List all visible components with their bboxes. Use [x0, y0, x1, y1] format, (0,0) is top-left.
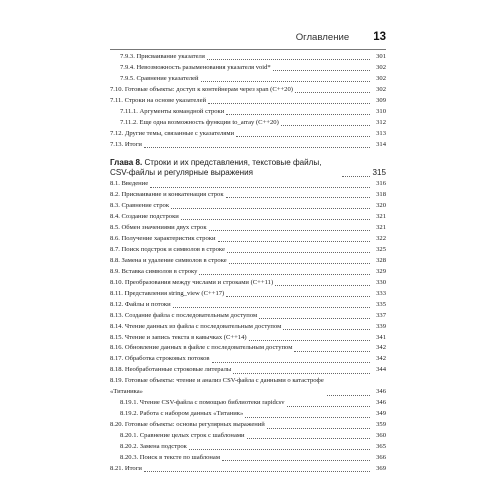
- dot-leader: [181, 219, 370, 220]
- toc-entry-page: 302: [376, 63, 386, 71]
- toc-entry-page: 349: [376, 410, 386, 418]
- dot-leader: [189, 449, 370, 450]
- toc-entry[interactable]: [110, 464, 386, 475]
- page-number: 13: [373, 31, 386, 43]
- toc-entry-label: 8.3. Сравнение строк: [110, 202, 170, 210]
- toc-entry[interactable]: [110, 179, 386, 190]
- toc-entry-page: 346: [376, 388, 386, 396]
- toc-chapter-heading[interactable]: [110, 158, 386, 180]
- toc-entry-page: 342: [376, 344, 386, 352]
- toc-entry-label: 7.13. Итоги: [110, 140, 142, 148]
- toc-entry-page: 346: [376, 399, 386, 407]
- toc-entry-page: 329: [376, 267, 386, 275]
- toc-entry[interactable]: [110, 398, 386, 409]
- toc-entry-label: 7.9.4. Невозможность разыменования указателя void*: [120, 63, 271, 71]
- toc-entry-page: 360: [376, 432, 386, 440]
- dot-leader: [212, 362, 370, 363]
- dot-leader: [227, 252, 370, 253]
- toc-section-chapter-8: [110, 179, 386, 475]
- dot-leader: [144, 471, 370, 472]
- toc-entry-page: 342: [376, 355, 386, 363]
- toc-entry-page: 312: [376, 118, 386, 126]
- toc-entry-page: 302: [376, 85, 386, 93]
- toc-entry-page: 302: [376, 74, 386, 82]
- toc-entry[interactable]: [110, 63, 386, 74]
- toc-entry-page: 365: [376, 443, 386, 451]
- toc-entry-label: 8.1. Введение: [110, 180, 149, 188]
- dot-leader: [209, 230, 370, 231]
- toc-entry[interactable]: [110, 354, 386, 365]
- toc-entry[interactable]: [110, 431, 386, 442]
- toc-entry-page: 321: [376, 223, 386, 231]
- chapter-number: Глава 8.: [110, 157, 143, 167]
- toc-entry[interactable]: [110, 322, 386, 333]
- toc-entry-page: 309: [376, 96, 386, 104]
- toc-entry-label: 8.5. Обмен значениями двух строк: [110, 223, 207, 231]
- toc-entry-label: 8.17. Обработка строковых потоков: [110, 355, 210, 363]
- dot-leader: [233, 373, 370, 374]
- toc-entry-page: 316: [376, 180, 386, 188]
- toc-entry-label: 7.9.5. Сравнение указателей: [120, 74, 199, 82]
- toc-entry-label: 7.11. Строки на основе указателей: [110, 96, 207, 104]
- toc-entry-page: 321: [376, 213, 386, 221]
- toc-entry[interactable]: [110, 300, 386, 311]
- toc-entry-label: 8.10. Преобразования между числами и строками (C++11): [110, 278, 274, 286]
- dot-leader: [249, 340, 370, 341]
- toc-entry-label: 8.18. Необработанные строковые литералы: [110, 366, 232, 374]
- dot-leader: [247, 438, 370, 439]
- dot-leader: [226, 114, 370, 115]
- toc-entry[interactable]: [110, 52, 386, 63]
- toc-entry-label: 7.9.3. Присваивание указателя: [120, 53, 205, 60]
- toc-entry[interactable]: [110, 223, 386, 234]
- toc-entry-page: 313: [376, 129, 386, 137]
- dot-leader: [294, 351, 370, 352]
- toc-entry-page: 344: [376, 366, 386, 374]
- toc-entry-page: 330: [376, 278, 386, 286]
- toc-entry-label: 7.11.1. Аргументы командной строки: [120, 107, 225, 115]
- dot-leader: [207, 59, 370, 60]
- toc-section-chapter-7: [110, 52, 386, 151]
- toc-entry[interactable]: [110, 190, 386, 201]
- dot-leader: [267, 428, 370, 429]
- dot-leader: [222, 460, 370, 461]
- dot-leader: [236, 136, 370, 137]
- toc-entry-label: 8.13. Создание файла с последовательным доступом: [110, 311, 258, 319]
- toc-entry[interactable]: [110, 453, 386, 464]
- toc-entry[interactable]: [110, 129, 386, 140]
- toc-entry[interactable]: [110, 442, 386, 453]
- toc-entry-page: 318: [376, 191, 386, 199]
- toc-entry-page: 339: [376, 322, 386, 330]
- chapter-page-number: 315: [372, 168, 386, 178]
- toc-entry-label: 8.15. Чтение и запись текста в кавычках (C++14): [110, 333, 247, 341]
- dot-leader: [283, 329, 370, 330]
- toc-entry-label: 8.12. Файлы и потоки: [110, 300, 171, 308]
- toc-entry-label: 8.11. Представления string_view (C++17): [110, 289, 225, 297]
- toc-entry-label: 8.21. Итоги: [110, 464, 142, 472]
- running-head-title: Оглавление: [295, 32, 350, 43]
- toc-entry-page: 328: [376, 256, 386, 264]
- dot-leader: [229, 263, 370, 264]
- toc-entry-label: 8.16. Обновление данных в файле с последовательным доступом: [110, 344, 293, 352]
- dot-leader: [295, 92, 370, 93]
- dot-leader: [275, 285, 370, 286]
- dot-leader: [245, 417, 370, 418]
- toc-entry[interactable]: [110, 201, 386, 212]
- toc-entry-label: 8.9. Вставка символов в строку: [110, 267, 198, 275]
- dot-leader: [218, 241, 371, 242]
- toc-entry[interactable]: [110, 256, 386, 267]
- toc-entry-page: 341: [376, 333, 386, 341]
- toc-entry[interactable]: [110, 420, 386, 431]
- dot-leader: [327, 395, 370, 396]
- chapter-heading-label: [110, 158, 340, 180]
- toc-entry-label: 8.19.1. Чтение CSV-файла с помощью библиотеки rapidcsv: [120, 399, 285, 407]
- dot-leader: [171, 208, 370, 209]
- toc-entry[interactable]: [110, 311, 386, 322]
- toc-entry-label: 7.10. Готовые объекты: доступ к контейнерам через span (C++20): [110, 85, 293, 93]
- toc-entry[interactable]: [110, 212, 386, 223]
- toc-entry[interactable]: [110, 289, 386, 300]
- toc-entry[interactable]: [110, 278, 386, 289]
- toc-entry[interactable]: [110, 107, 386, 118]
- dot-leader: [281, 125, 370, 126]
- toc-entry-label: 8.14. Чтение данных из файла с последовательным доступом: [110, 322, 282, 330]
- toc-entry-label: 8.19.2. Работа с набором данных «Титаник»: [120, 410, 244, 418]
- toc-entry[interactable]: [110, 267, 386, 278]
- dot-leader: [199, 274, 370, 275]
- chapter-title: Строки и их представления, текстовые файлы, CSV-файлы и регулярные выражения: [110, 157, 322, 178]
- toc-entry-label: 8.2. Присваивание и конкатенация строк: [110, 191, 224, 199]
- dot-leader: [173, 307, 370, 308]
- toc-entry-page: 310: [376, 107, 386, 115]
- toc-entry-page: 314: [376, 140, 386, 148]
- dot-leader: [150, 187, 370, 188]
- toc-entry-label: 7.11.2. Еще одна возможность функции to_array (C++20): [120, 118, 279, 126]
- header-rule: [110, 49, 386, 50]
- toc-entry-label: 8.20.3. Поиск в тексте по шаблонам: [120, 454, 221, 461]
- dot-leader: [226, 296, 370, 297]
- toc-entry-label: 8.20. Готовые объекты: основы регулярных выражений: [110, 421, 265, 429]
- dot-leader: [259, 318, 370, 319]
- toc-entry[interactable]: [110, 343, 386, 354]
- dot-leader: [201, 81, 370, 82]
- toc-entry-label: 8.6. Получение характеристик строки: [110, 234, 216, 242]
- toc-entry-page: 320: [376, 202, 386, 210]
- toc-entry-label: 8.8. Замена и удаление символов в строке: [110, 256, 227, 264]
- toc-entry-page: 322: [376, 234, 386, 242]
- dot-leader: [144, 147, 370, 148]
- toc-entry-label: 8.20.1. Сравнение целых строк с шаблонами: [120, 432, 245, 440]
- toc-entry[interactable]: [110, 140, 386, 151]
- dot-leader: [226, 197, 370, 198]
- toc-entry-label: 8.19. Готовые объекты: чтение и анализ CSV-файла с данными о катастрофе «Титаника»: [110, 377, 324, 396]
- toc-entry-page: 333: [376, 289, 386, 297]
- toc-entry-label: 8.7. Поиск подстрок и символов в строке: [110, 245, 225, 253]
- dot-leader: [273, 70, 370, 71]
- toc-entry[interactable]: [110, 245, 386, 256]
- toc-entry-label: 8.4. Создание подстроки: [110, 213, 179, 221]
- toc-entry-page: 335: [376, 300, 386, 308]
- running-head: [110, 31, 386, 43]
- toc-entry-page: 369: [376, 464, 386, 472]
- toc-entry[interactable]: [110, 96, 386, 107]
- toc-entry[interactable]: [110, 365, 386, 376]
- toc-entry[interactable]: [110, 118, 386, 129]
- toc-entry[interactable]: [110, 85, 386, 96]
- toc-entry-label: 7.12. Другие темы, связанные с указателями: [110, 129, 235, 137]
- toc-entry-page: 301: [376, 53, 386, 60]
- toc-entry-page: 359: [376, 421, 386, 429]
- dot-leader: [342, 176, 370, 177]
- toc-entry-page: 325: [376, 245, 386, 253]
- toc-entry-label: 8.20.2. Замена подстрок: [120, 443, 187, 451]
- toc-entry-page: 337: [376, 311, 386, 319]
- toc-entry[interactable]: [110, 74, 386, 85]
- toc-entry[interactable]: [110, 376, 386, 398]
- toc-entry-page: 366: [376, 454, 386, 461]
- dot-leader: [287, 406, 370, 407]
- toc-entry[interactable]: [110, 409, 386, 420]
- table-of-contents: [110, 52, 386, 475]
- toc-entry[interactable]: [110, 333, 386, 344]
- toc-entry[interactable]: [110, 234, 386, 245]
- dot-leader: [208, 103, 370, 104]
